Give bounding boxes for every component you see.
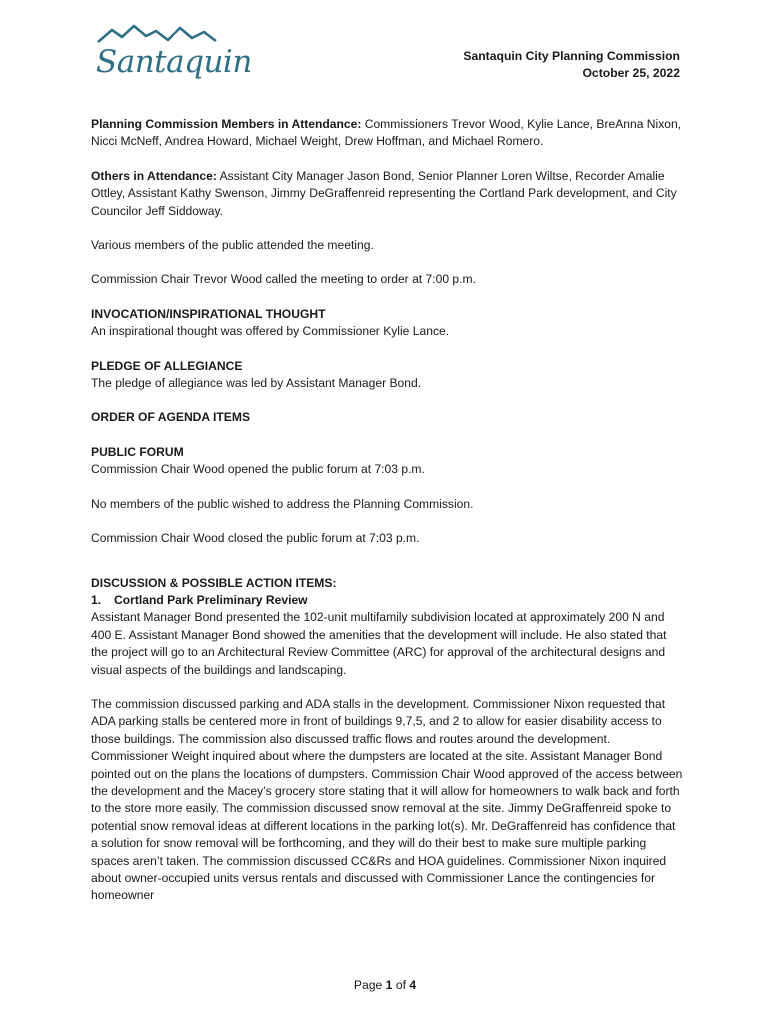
header-org: Santaquin City Planning Commission	[463, 49, 680, 63]
discussion-heading: DISCUSSION & POSSIBLE ACTION ITEMS:	[91, 575, 337, 590]
public-forum-opened: Commission Chair Wood opened the public forum at 7:03 p.m.	[91, 462, 425, 477]
document-header	[463, 48, 680, 82]
invocation-text: An inspirational thought was offered by Commissioner Kylie Lance.	[91, 324, 450, 339]
invocation-heading: INVOCATION/INSPIRATIONAL THOUGHT	[91, 306, 326, 321]
others-label: Others in Attendance:	[91, 168, 217, 183]
page-total: 4	[409, 978, 417, 992]
item-title-text: Cortland Park Preliminary Review	[114, 592, 308, 607]
members-label: Planning Commission Members in Attendance:	[91, 117, 362, 131]
public-forum-closed: Commission Chair Wood closed the public forum at 7:03 p.m.	[91, 531, 420, 546]
public-forum-none: No members of the public wished to address the Planning Commission.	[91, 496, 474, 511]
discussion-para-2: The commission discussed parking and ADA stalls in the development. Commissioner Nixon requested that ADA parking stalls be centered more in front of buildings 9,7,5, and 2 to allow for easier disability access to those buildings. The commission also discussed traffic flows and routes around the development. Commissioner Weight inquired about where the dumpsters are located at the site. Assistant Manager Bond pointed out on the plans the locations of dumpsters. Commission Chair Wood approved of the access between the development and the Macey’s grocery store stating that it will allow for homeowners to walk back and forth to the store more easily. The commission discussed snow removal at the site. Jimmy DeGraffenreid spoke to potential snow removal ideas at different locations in the parking lot(s). Mr. DeGraffenreid has confidence that a solution for snow removal will be forthcoming, and they will do their best to make sure multiple parking spaces aren’t taken. The commission discussed CC&Rs and HOA guidelines. Commissioner Nixon inquired about owner-occupied units versus rentals and discussed with Commissioner Lance the contingencies for homeowner	[91, 696, 683, 903]
of-word: of	[395, 978, 407, 992]
others-text: Assistant City Manager Jason Bond, Senior Planner Loren Wiltse, Recorder Amalie Ottley, Assistant Kathy Swenson, Jimmy DeGraffenreid representing the Cortland Park development, and City Councilor Jeff Siddoway.	[91, 168, 677, 218]
svg-text:Santaquin: Santaquin	[96, 44, 252, 80]
santaquin-logo	[90, 22, 252, 92]
public-attended: Various members of the public attended the meeting.	[91, 238, 374, 253]
public-forum-heading: PUBLIC FORUM	[91, 444, 184, 459]
page-number: 1	[385, 978, 393, 992]
page-word: Page	[353, 978, 383, 992]
others-attendance	[91, 168, 683, 220]
discussion-para-1: Assistant Manager Bond presented the 102-unit multifamily subdivision located at approximately 200 N and 400 E. Assistant Manager Bond showed the amenities that the development will include. He also stated that the project will go to an Architectural Review Committee (ARC) for approval of the architectural designs and visual aspects of the buildings and landscaping.	[91, 610, 667, 677]
page-footer	[0, 978, 770, 992]
header-date: October 25, 2022	[582, 66, 680, 80]
order-heading: ORDER OF AGENDA ITEMS	[91, 410, 251, 425]
pledge-heading: PLEDGE OF ALLEGIANCE	[91, 358, 243, 373]
minutes-body	[91, 116, 683, 905]
members-text: Commissioners Trevor Wood, Kylie Lance, BreAnna Nixon, Nicci McNeff, Andrea Howard, Michael Weight, Drew Hoffman, and Michael Romero.	[91, 117, 682, 149]
agenda-item-title	[91, 592, 683, 609]
call-to-order: Commission Chair Trevor Wood called the meeting to order at 7:00 p.m.	[91, 272, 476, 287]
item-number: 1.	[91, 592, 102, 607]
members-attendance	[91, 116, 683, 151]
pledge-text: The pledge of allegiance was led by Assistant Manager Bond.	[91, 376, 422, 391]
